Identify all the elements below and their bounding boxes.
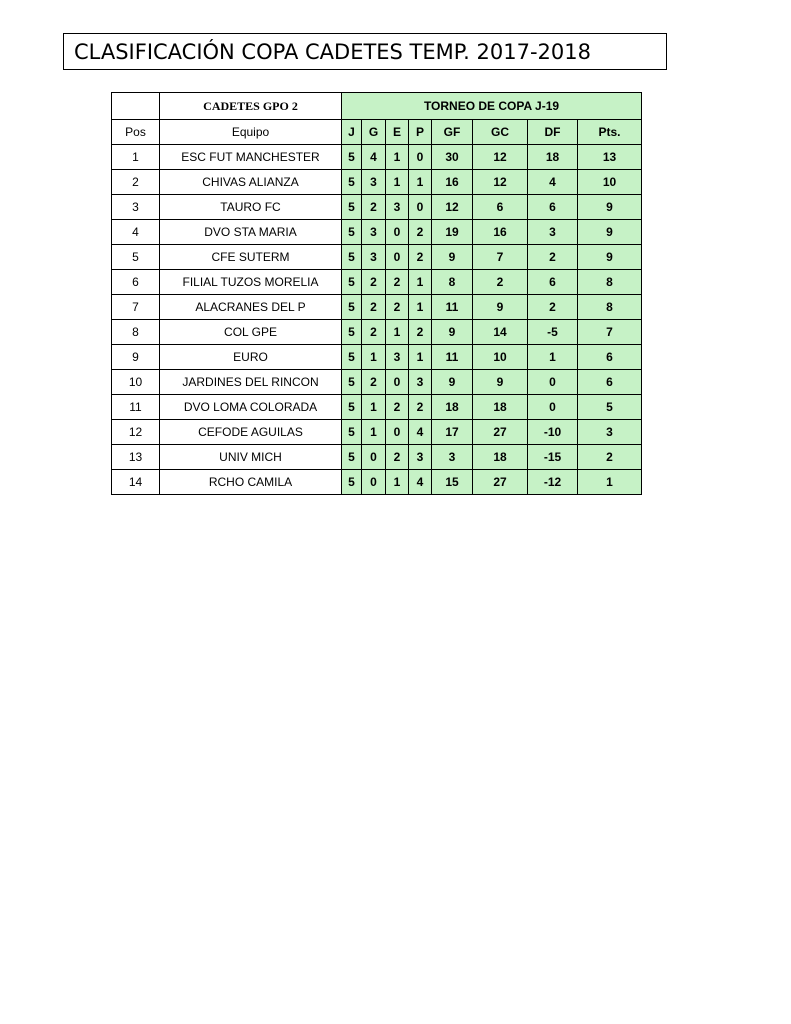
cell-gf: 19 — [432, 220, 473, 245]
cell-equipo: CFE SUTERM — [160, 245, 342, 270]
cell-p: 0 — [409, 145, 432, 170]
cell-e: 3 — [386, 195, 409, 220]
cell-gc: 12 — [473, 170, 528, 195]
cell-p: 1 — [409, 170, 432, 195]
cell-j: 5 — [342, 445, 362, 470]
cell-gc: 7 — [473, 245, 528, 270]
cell-pos: 3 — [112, 195, 160, 220]
cell-equipo: JARDINES DEL RINCON — [160, 370, 342, 395]
cell-gc: 9 — [473, 370, 528, 395]
cell-equipo: DVO LOMA COLORADA — [160, 395, 342, 420]
cell-equipo: RCHO CAMILA — [160, 470, 342, 495]
table-group-header-row — [112, 93, 642, 120]
cell-df: 0 — [528, 395, 578, 420]
cell-gc: 9 — [473, 295, 528, 320]
cell-p: 1 — [409, 295, 432, 320]
cell-gf: 11 — [432, 345, 473, 370]
cell-g: 3 — [362, 245, 386, 270]
cell-equipo: EURO — [160, 345, 342, 370]
cell-gf: 30 — [432, 145, 473, 170]
cell-j: 5 — [342, 195, 362, 220]
cell-j: 5 — [342, 220, 362, 245]
cell-j: 5 — [342, 420, 362, 445]
table-row — [112, 370, 642, 395]
cell-gf: 9 — [432, 370, 473, 395]
page-title: CLASIFICACIÓN COPA CADETES TEMP. 2017-2018 — [74, 39, 591, 64]
cell-df: -10 — [528, 420, 578, 445]
cell-pts: 6 — [578, 370, 642, 395]
cell-p: 3 — [409, 370, 432, 395]
cell-pos: 7 — [112, 295, 160, 320]
cell-g: 1 — [362, 395, 386, 420]
cell-pos: 4 — [112, 220, 160, 245]
cell-g: 2 — [362, 195, 386, 220]
cell-j: 5 — [342, 270, 362, 295]
standings-table — [111, 92, 642, 495]
column-header-row — [112, 120, 642, 145]
cell-pos: 11 — [112, 395, 160, 420]
cell-gc: 14 — [473, 320, 528, 345]
column-header-equipo: Equipo — [160, 120, 342, 145]
cell-gf: 9 — [432, 320, 473, 345]
cell-gf: 12 — [432, 195, 473, 220]
cell-j: 5 — [342, 470, 362, 495]
tournament-label: TORNEO DE COPA J-19 — [342, 93, 642, 120]
cell-gf: 11 — [432, 295, 473, 320]
table-row — [112, 145, 642, 170]
cell-gc: 18 — [473, 395, 528, 420]
cell-pts: 9 — [578, 245, 642, 270]
cell-pts: 7 — [578, 320, 642, 345]
cell-equipo: DVO STA MARIA — [160, 220, 342, 245]
column-header-e: E — [386, 120, 409, 145]
title-box — [63, 33, 667, 70]
cell-j: 5 — [342, 245, 362, 270]
cell-equipo: TAURO FC — [160, 195, 342, 220]
table-row — [112, 295, 642, 320]
cell-df: 2 — [528, 245, 578, 270]
cell-e: 2 — [386, 295, 409, 320]
cell-g: 0 — [362, 445, 386, 470]
cell-df: -12 — [528, 470, 578, 495]
cell-pos: 6 — [112, 270, 160, 295]
cell-p: 0 — [409, 195, 432, 220]
cell-gc: 6 — [473, 195, 528, 220]
cell-pts: 2 — [578, 445, 642, 470]
cell-gf: 8 — [432, 270, 473, 295]
cell-j: 5 — [342, 345, 362, 370]
column-header-j: J — [342, 120, 362, 145]
cell-gf: 17 — [432, 420, 473, 445]
column-header-g: G — [362, 120, 386, 145]
cell-j: 5 — [342, 370, 362, 395]
column-header-gc: GC — [473, 120, 528, 145]
cell-g: 0 — [362, 470, 386, 495]
cell-gf: 9 — [432, 245, 473, 270]
cell-p: 2 — [409, 245, 432, 270]
cell-pos: 10 — [112, 370, 160, 395]
cell-g: 1 — [362, 345, 386, 370]
cell-p: 2 — [409, 220, 432, 245]
cell-e: 3 — [386, 345, 409, 370]
cell-g: 2 — [362, 270, 386, 295]
cell-gc: 27 — [473, 470, 528, 495]
cell-df: 6 — [528, 270, 578, 295]
cell-pts: 8 — [578, 295, 642, 320]
table-row — [112, 445, 642, 470]
cell-equipo: ESC FUT MANCHESTER — [160, 145, 342, 170]
table-row — [112, 420, 642, 445]
cell-pts: 1 — [578, 470, 642, 495]
cell-pos: 9 — [112, 345, 160, 370]
column-header-df: DF — [528, 120, 578, 145]
cell-e: 0 — [386, 370, 409, 395]
cell-pos: 8 — [112, 320, 160, 345]
cell-equipo: COL GPE — [160, 320, 342, 345]
cell-p: 4 — [409, 420, 432, 445]
table-row — [112, 220, 642, 245]
cell-pts: 9 — [578, 195, 642, 220]
cell-df: 1 — [528, 345, 578, 370]
cell-df: 0 — [528, 370, 578, 395]
cell-j: 5 — [342, 295, 362, 320]
cell-pos: 2 — [112, 170, 160, 195]
cell-pts: 3 — [578, 420, 642, 445]
cell-e: 2 — [386, 270, 409, 295]
column-header-pos: Pos — [112, 120, 160, 145]
cell-g: 2 — [362, 370, 386, 395]
cell-e: 1 — [386, 170, 409, 195]
table-row — [112, 345, 642, 370]
cell-e: 1 — [386, 470, 409, 495]
cell-equipo: UNIV MICH — [160, 445, 342, 470]
cell-g: 3 — [362, 170, 386, 195]
group-label: CADETES GPO 2 — [160, 93, 342, 120]
cell-p: 1 — [409, 345, 432, 370]
cell-p: 2 — [409, 395, 432, 420]
table-row — [112, 195, 642, 220]
cell-gc: 12 — [473, 145, 528, 170]
cell-j: 5 — [342, 170, 362, 195]
cell-pos: 14 — [112, 470, 160, 495]
cell-j: 5 — [342, 145, 362, 170]
cell-e: 0 — [386, 245, 409, 270]
blank-cell — [112, 93, 160, 120]
column-header-gf: GF — [432, 120, 473, 145]
cell-df: 3 — [528, 220, 578, 245]
cell-gc: 2 — [473, 270, 528, 295]
table-row — [112, 395, 642, 420]
cell-p: 4 — [409, 470, 432, 495]
cell-pos: 12 — [112, 420, 160, 445]
cell-equipo: ALACRANES DEL P — [160, 295, 342, 320]
cell-df: 18 — [528, 145, 578, 170]
cell-pts: 5 — [578, 395, 642, 420]
cell-pts: 6 — [578, 345, 642, 370]
cell-df: 4 — [528, 170, 578, 195]
cell-gf: 18 — [432, 395, 473, 420]
cell-j: 5 — [342, 320, 362, 345]
cell-gf: 15 — [432, 470, 473, 495]
cell-equipo: FILIAL TUZOS MORELIA — [160, 270, 342, 295]
cell-gf: 3 — [432, 445, 473, 470]
cell-e: 0 — [386, 420, 409, 445]
cell-pts: 8 — [578, 270, 642, 295]
cell-pos: 5 — [112, 245, 160, 270]
cell-e: 1 — [386, 320, 409, 345]
cell-p: 3 — [409, 445, 432, 470]
cell-g: 2 — [362, 295, 386, 320]
cell-equipo: CEFODE AGUILAS — [160, 420, 342, 445]
cell-pts: 10 — [578, 170, 642, 195]
cell-g: 1 — [362, 420, 386, 445]
cell-gc: 16 — [473, 220, 528, 245]
column-header-p: P — [409, 120, 432, 145]
cell-pos: 13 — [112, 445, 160, 470]
cell-pts: 13 — [578, 145, 642, 170]
cell-j: 5 — [342, 395, 362, 420]
table-row — [112, 320, 642, 345]
cell-e: 1 — [386, 145, 409, 170]
cell-pts: 9 — [578, 220, 642, 245]
cell-gc: 27 — [473, 420, 528, 445]
cell-df: -5 — [528, 320, 578, 345]
cell-gc: 10 — [473, 345, 528, 370]
cell-g: 3 — [362, 220, 386, 245]
table-row — [112, 270, 642, 295]
cell-e: 2 — [386, 395, 409, 420]
cell-gf: 16 — [432, 170, 473, 195]
cell-pos: 1 — [112, 145, 160, 170]
table-row — [112, 245, 642, 270]
column-header-pts: Pts. — [578, 120, 642, 145]
table-row — [112, 170, 642, 195]
cell-df: 2 — [528, 295, 578, 320]
cell-gc: 18 — [473, 445, 528, 470]
cell-g: 4 — [362, 145, 386, 170]
cell-equipo: CHIVAS ALIANZA — [160, 170, 342, 195]
cell-df: -15 — [528, 445, 578, 470]
cell-p: 2 — [409, 320, 432, 345]
table-row — [112, 470, 642, 495]
cell-df: 6 — [528, 195, 578, 220]
cell-e: 2 — [386, 445, 409, 470]
cell-g: 2 — [362, 320, 386, 345]
cell-p: 1 — [409, 270, 432, 295]
cell-e: 0 — [386, 220, 409, 245]
